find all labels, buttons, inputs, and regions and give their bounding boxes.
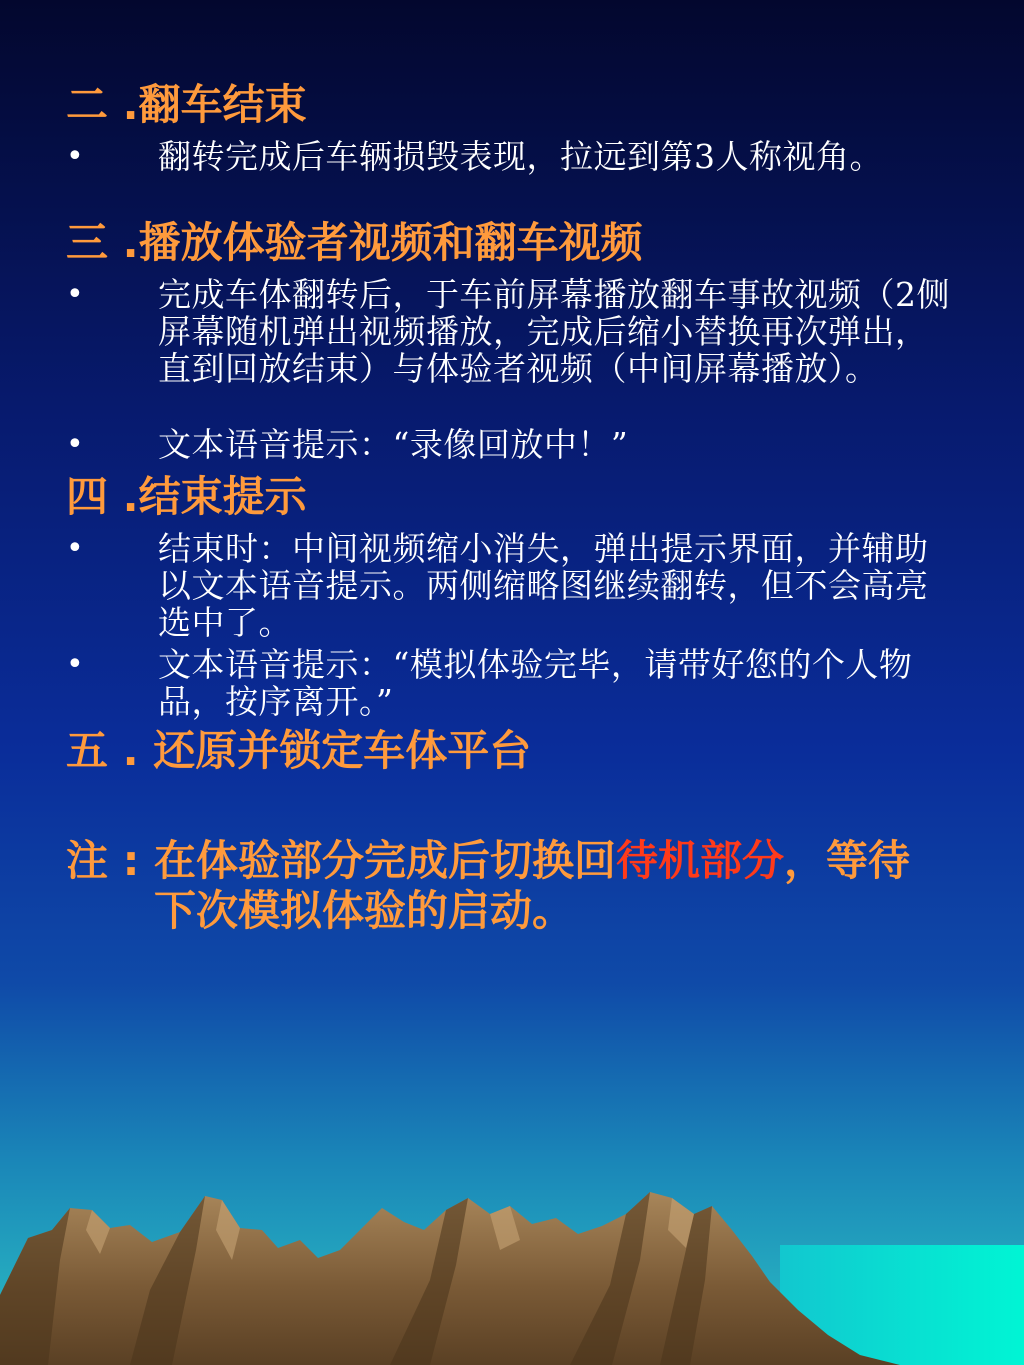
bullet-text: 完成车体翻转后，于车前屏幕播放翻车事故视频（2侧屏幕随机弹出视频播放，完成后缩小替换再次弹出，直到回放结束）与体验者视频（中间屏幕播放）。	[158, 275, 950, 388]
bullet-item	[66, 646, 966, 720]
mountains-illustration	[0, 1170, 1024, 1365]
section-heading-4: 四 .结束提示	[66, 472, 307, 521]
note-text-before: 在体验部分完成后切换回	[154, 836, 617, 885]
bullet-item	[66, 426, 966, 466]
note-label: 注 :	[66, 836, 140, 885]
section-heading-3: 三 .播放体验者视频和翻车视频	[66, 218, 643, 267]
bullet-text: 翻转完成后车辆损毁表现，拉远到第3人称视角。	[158, 137, 883, 176]
section-heading-2: 二 .翻车结束	[66, 80, 307, 129]
note-highlight: 待机部分	[616, 836, 785, 885]
note-text-after: ，等待下次模拟体验的启动。	[154, 836, 911, 935]
bullet-text: 文本语音提示：“模拟体验完毕，请带好您的个人物品，按序离开。”	[158, 645, 913, 721]
bullet-icon: •	[66, 277, 84, 312]
bullet-item	[66, 530, 966, 642]
bullet-icon: •	[66, 139, 84, 174]
bullet-item	[66, 138, 966, 212]
bullet-text: 结束时：中间视频缩小消失，弹出提示界面，并辅助以文本语音提示。两侧缩略图继续翻转，但不会高亮选中了。	[158, 529, 929, 642]
bullet-icon: •	[66, 427, 84, 462]
bullet-item	[66, 276, 966, 426]
bullet-text: 文本语音提示：“录像回放中！”	[158, 425, 629, 464]
note-body	[154, 836, 944, 936]
section-heading-5: 五 . 还原并锁定车体平台	[66, 726, 532, 775]
bullet-icon: •	[66, 647, 84, 682]
bullet-icon: •	[66, 531, 84, 566]
